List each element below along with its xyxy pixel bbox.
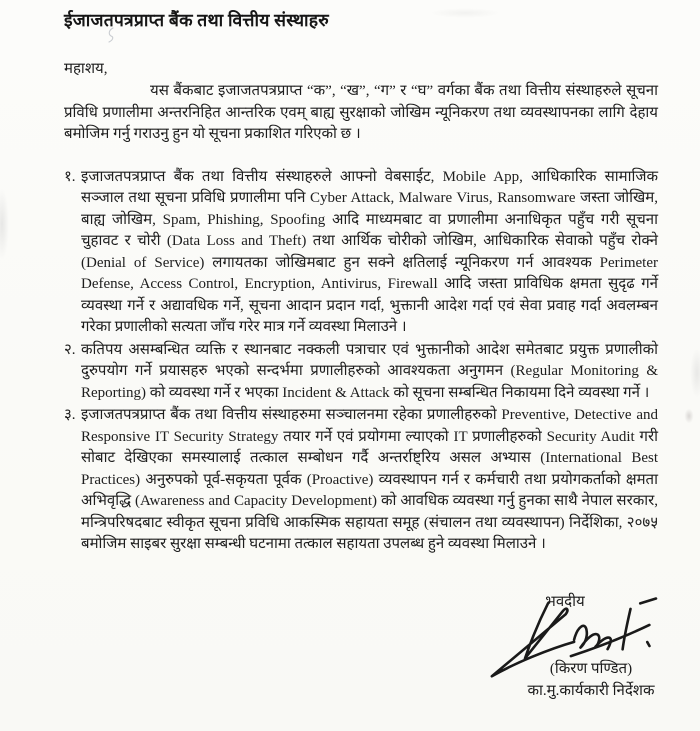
signatory-title: का.मु.कार्यकारी निर्देशक: [527, 683, 655, 699]
list-item-number: २.: [64, 341, 76, 358]
pencil-mark-artifact: [106, 27, 118, 43]
salutation: महाशय,: [64, 61, 108, 77]
list-item-number: ३.: [64, 407, 76, 423]
list-item: [64, 167, 658, 339]
signature-block: [488, 592, 694, 702]
scan-artifact: [0, 188, 9, 260]
closing-salutation: भवदीय: [545, 594, 585, 610]
notice-list: [64, 167, 658, 556]
list-item: [64, 340, 658, 405]
list-item-number: १.: [64, 168, 76, 185]
list-item-text: इजाजतपत्रप्राप्त बैंक तथा वित्तीय संस्थाहरुमा सञ्चालनमा रहेका प्रणालीहरुको Preventive, Detective and Responsive IT Security Strategy तयार गर्ने एवं प्रयोगमा ल्याएको IT प्रणालीहरुको Security Audit गरी सोबाट देखिएका समस्यालाई तत्काल सम्बोधन गर्दै अन्तर्राष्ट्रिय असल अभ्यास (International Best Practices) अनुरुपको पूर्व-सकृयता पूर्वक (Proactive) व्यवस्थापन गर्न र कर्मचारी तथा प्रयोगकर्ताको क्षमता अभिवृद्धि (Awareness and Capacity Development) को आवधिक व्यवस्था गर्नु हुनका साथै नेपाल सरकार, मन्त्रिपरिषदबाट स्वीकृत सूचना प्रविधि आकस्मिक सहायता समूह (संचालन तथा व्यवस्थापन) निर्देशिका, २०७५ बमोजिम साइबर सुरक्षा सम्बन्धी घटनामा तत्काल सहायता उपलब्ध हुने व्यवस्था मिलाउने ।: [81, 407, 658, 552]
signatory-name: (किरण पण्डित): [549, 661, 633, 677]
list-item: [64, 405, 658, 556]
list-item-text: कतिपय असम्बन्धित व्यक्ति र स्थानबाट नक्कली पत्राचार एवं भुक्तानीको आदेश समेतबाट प्रयुक्त प्रणालीको दुरुपयोग गर्ने प्रयासहरु भएको सन्दर्भमा प्रणालीहरुको आवश्यकता अनुगमन (Regular Monitoring & Reporting) को व्यवस्था गर्ने र भएका Incident & Attack को सूचना सम्बन्धित निकायमा दिने व्यवस्था गर्ने ।: [81, 341, 658, 401]
opening-paragraph: यस बैंकबाट इजाजतपत्रप्राप्त “क”, “ख”, “ग” र “घ” वर्गका बैंक तथा वित्तीय संस्थाहरुले सूचना प्रविधि प्रणालीमा अन्तरनिहित आन्तरिक एवम् बाह्य सुरक्षाको जोखिम न्यूनिकरण तथा व्यवस्थापनका लागि देहाय बमोजिम गर्नु गराउनु हुन यो सूचना प्रकाशित गरिएको छ ।: [64, 83, 658, 142]
scan-artifact: [690, 348, 700, 398]
list-item-text: इजाजतपत्रप्राप्त बैंक तथा वित्तीय संस्थाहरुले आफ्नो वेबसाईट, Mobile App, आधिकारिक सामाजिक सञ्जाल तथा सूचना प्रविधि प्रणालीमा पनि Cyber Attack, Malware Virus, Ransomware जस्ता जोखिम, बाह्य जोखिम, Spam, Phishing, Spoofing आदि माध्यमबाट वा प्रणालीमा अनाधिकृत पहुँच गरी सूचना चुहावट र चोरी (Data Loss and Theft) तथा आर्थिक चोरीको जोखिम, आधिकारिक सेवाको पहुँच रोक्ने (Denial of Service) लगायतका जोखिमबाट हुन सक्ने क्षतिलाई न्यूनिकरण गर्न आवश्यक Perimeter Defense, Access Control, Encryption, Antivirus, Firewall आदि जस्ता प्राविधिक क्षमता सुदृढ गर्ने व्यवस्था गर्ने र अद्यावधिक गर्ने, सूचना आदान प्रदान गर्दा, भुक्तानी आदेश गर्दा एवं सेवा प्रवाह गर्दा अवलम्बन गरेका प्रणालीको सत्यता जाँच गरेर मात्र गर्ने व्यवस्था मिलाउने ।: [81, 168, 658, 335]
page-title: ईजाजतपत्रप्राप्त बैंक तथा वित्तीय संस्थाहरु: [64, 10, 329, 30]
scan-artifact: [684, 408, 694, 424]
